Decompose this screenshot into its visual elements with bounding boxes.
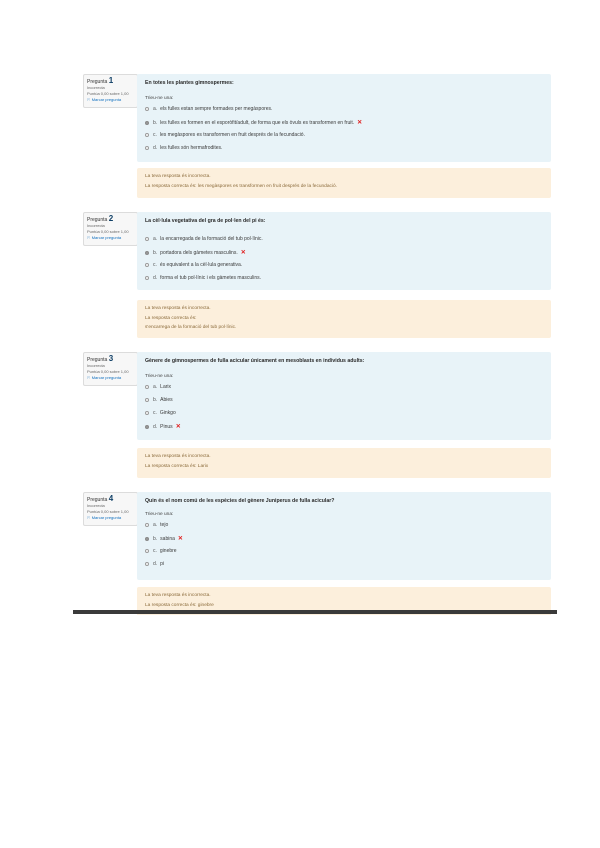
answer-option[interactable]: b. les fulles es formen en el esporòfit/adult, de forma que els òvuls es transformen en fruit. ✕	[145, 119, 362, 126]
feedback-box	[137, 168, 551, 198]
feedback-result: La teva resposta és incorrecta.	[145, 174, 211, 179]
answer-option[interactable]: a. els fulles estan sempre formades per megàspores.	[145, 106, 272, 112]
question-score: Puntúa 0,00 sobre 1,00	[87, 369, 129, 374]
feedback-correct-answer-text: s'encarrega de la formació del tub pol·línic.	[145, 325, 237, 330]
question-number: Pregunta 3	[87, 354, 114, 363]
window-bottom-border	[73, 610, 557, 614]
question-content	[137, 492, 551, 580]
radio-button[interactable]	[145, 523, 149, 527]
feedback-box	[137, 300, 551, 338]
radio-button[interactable]	[145, 549, 149, 553]
answer-option[interactable]: d. les fulles són hermafrodites.	[145, 145, 222, 151]
question-score: Puntúa 0,00 sobre 1,00	[87, 509, 129, 514]
answer-option[interactable]: b. Abies	[145, 397, 173, 403]
question-info	[83, 74, 138, 108]
question-number: Pregunta 4	[87, 494, 114, 503]
question-number: Pregunta 1	[87, 76, 114, 85]
radio-button[interactable]	[145, 411, 149, 415]
flag-question-link[interactable]: ⚐ Marcar pregunta	[87, 97, 122, 102]
feedback-correct-answer: La resposta correcta és: ginebre	[145, 603, 214, 608]
radio-button[interactable]	[145, 251, 149, 255]
flag-question-link[interactable]: ⚐ Marcar pregunta	[87, 235, 122, 240]
answer-option[interactable]: c. és equivalent a la cèl·lula generativa.	[145, 262, 242, 268]
radio-button[interactable]	[145, 537, 149, 541]
radio-button[interactable]	[145, 133, 149, 137]
quiz-review-page	[75, 70, 555, 615]
answer-option[interactable]: a. la encarregada de la formació del tub pol·línic.	[145, 236, 263, 242]
question-info	[83, 492, 138, 526]
radio-button[interactable]	[145, 263, 149, 267]
question-number: Pregunta 2	[87, 214, 114, 223]
feedback-correct-answer: La resposta correcta és:	[145, 316, 197, 321]
question-text: En totes les plantes gimnospermes:	[145, 80, 234, 86]
incorrect-icon: ✕	[175, 424, 181, 430]
question-text: Quin és el nom comú de les espècies del gènere Juniperus de fulla acicular?	[145, 498, 335, 504]
answer-option[interactable]: b. portadora dels gàmetes masculins. ✕	[145, 249, 246, 256]
radio-button[interactable]	[145, 121, 149, 125]
answer-option[interactable]: d. pi	[145, 561, 164, 567]
feedback-result: La teva resposta és incorrecta.	[145, 593, 211, 598]
incorrect-icon: ✕	[177, 536, 183, 542]
question-state: Incorrecta	[87, 223, 105, 228]
answer-option[interactable]: c. les megàspores es transformen en fruit després de la fecundació.	[145, 132, 305, 138]
question-content	[137, 352, 551, 440]
feedback-result: La teva resposta és incorrecta.	[145, 306, 211, 311]
radio-button[interactable]	[145, 107, 149, 111]
answer-option[interactable]: b. sabina ✕	[145, 535, 183, 542]
flag-question-link[interactable]: ⚐ Marcar pregunta	[87, 515, 122, 520]
feedback-correct-answer: La resposta correcta és: les megàspores es transformen en fruit després de la fecundació.	[145, 184, 337, 189]
answer-prompt: Trieu-ne una:	[145, 512, 174, 517]
question-content	[137, 212, 551, 290]
answer-prompt: Trieu-ne una:	[145, 374, 174, 379]
feedback-result: La teva resposta és incorrecta.	[145, 454, 211, 459]
radio-button[interactable]	[145, 276, 149, 280]
answer-option[interactable]: a. tejo	[145, 522, 168, 528]
radio-button[interactable]	[145, 398, 149, 402]
question-text: La cèl·lula vegetativa del gra de pol·len del pi és:	[145, 218, 266, 224]
radio-button[interactable]	[145, 237, 149, 241]
question-state: Incorrecta	[87, 503, 105, 508]
flag-question-link[interactable]: ⚐ Marcar pregunta	[87, 375, 122, 380]
answer-option[interactable]: c. ginebre	[145, 548, 177, 554]
incorrect-icon: ✕	[240, 250, 246, 256]
question-state: Incorrecta	[87, 363, 105, 368]
radio-button[interactable]	[145, 385, 149, 389]
radio-button[interactable]	[145, 425, 149, 429]
answer-option[interactable]: d. forma el tub pol·línic i els gàmetes masculins.	[145, 275, 261, 281]
question-info	[83, 352, 138, 386]
question-state: Incorrecta	[87, 85, 105, 90]
feedback-box	[137, 448, 551, 478]
question-content	[137, 74, 551, 162]
incorrect-icon: ✕	[357, 120, 363, 126]
answer-prompt: Trieu-ne una:	[145, 96, 174, 101]
answer-option[interactable]: a. Larix	[145, 384, 171, 390]
answer-option[interactable]: c. Ginkgo	[145, 410, 176, 416]
radio-button[interactable]	[145, 146, 149, 150]
feedback-correct-answer: La resposta correcta és: Larix	[145, 464, 209, 469]
answer-option[interactable]: d. Pinus ✕	[145, 423, 181, 430]
question-text: Gènere de gimnospermes de fulla acicular únicament en mesoblasts en individus adults:	[145, 358, 365, 364]
question-score: Puntúa 0,00 sobre 1,00	[87, 229, 129, 234]
radio-button[interactable]	[145, 562, 149, 566]
question-score: Puntúa 0,00 sobre 1,00	[87, 91, 129, 96]
question-info	[83, 212, 138, 246]
